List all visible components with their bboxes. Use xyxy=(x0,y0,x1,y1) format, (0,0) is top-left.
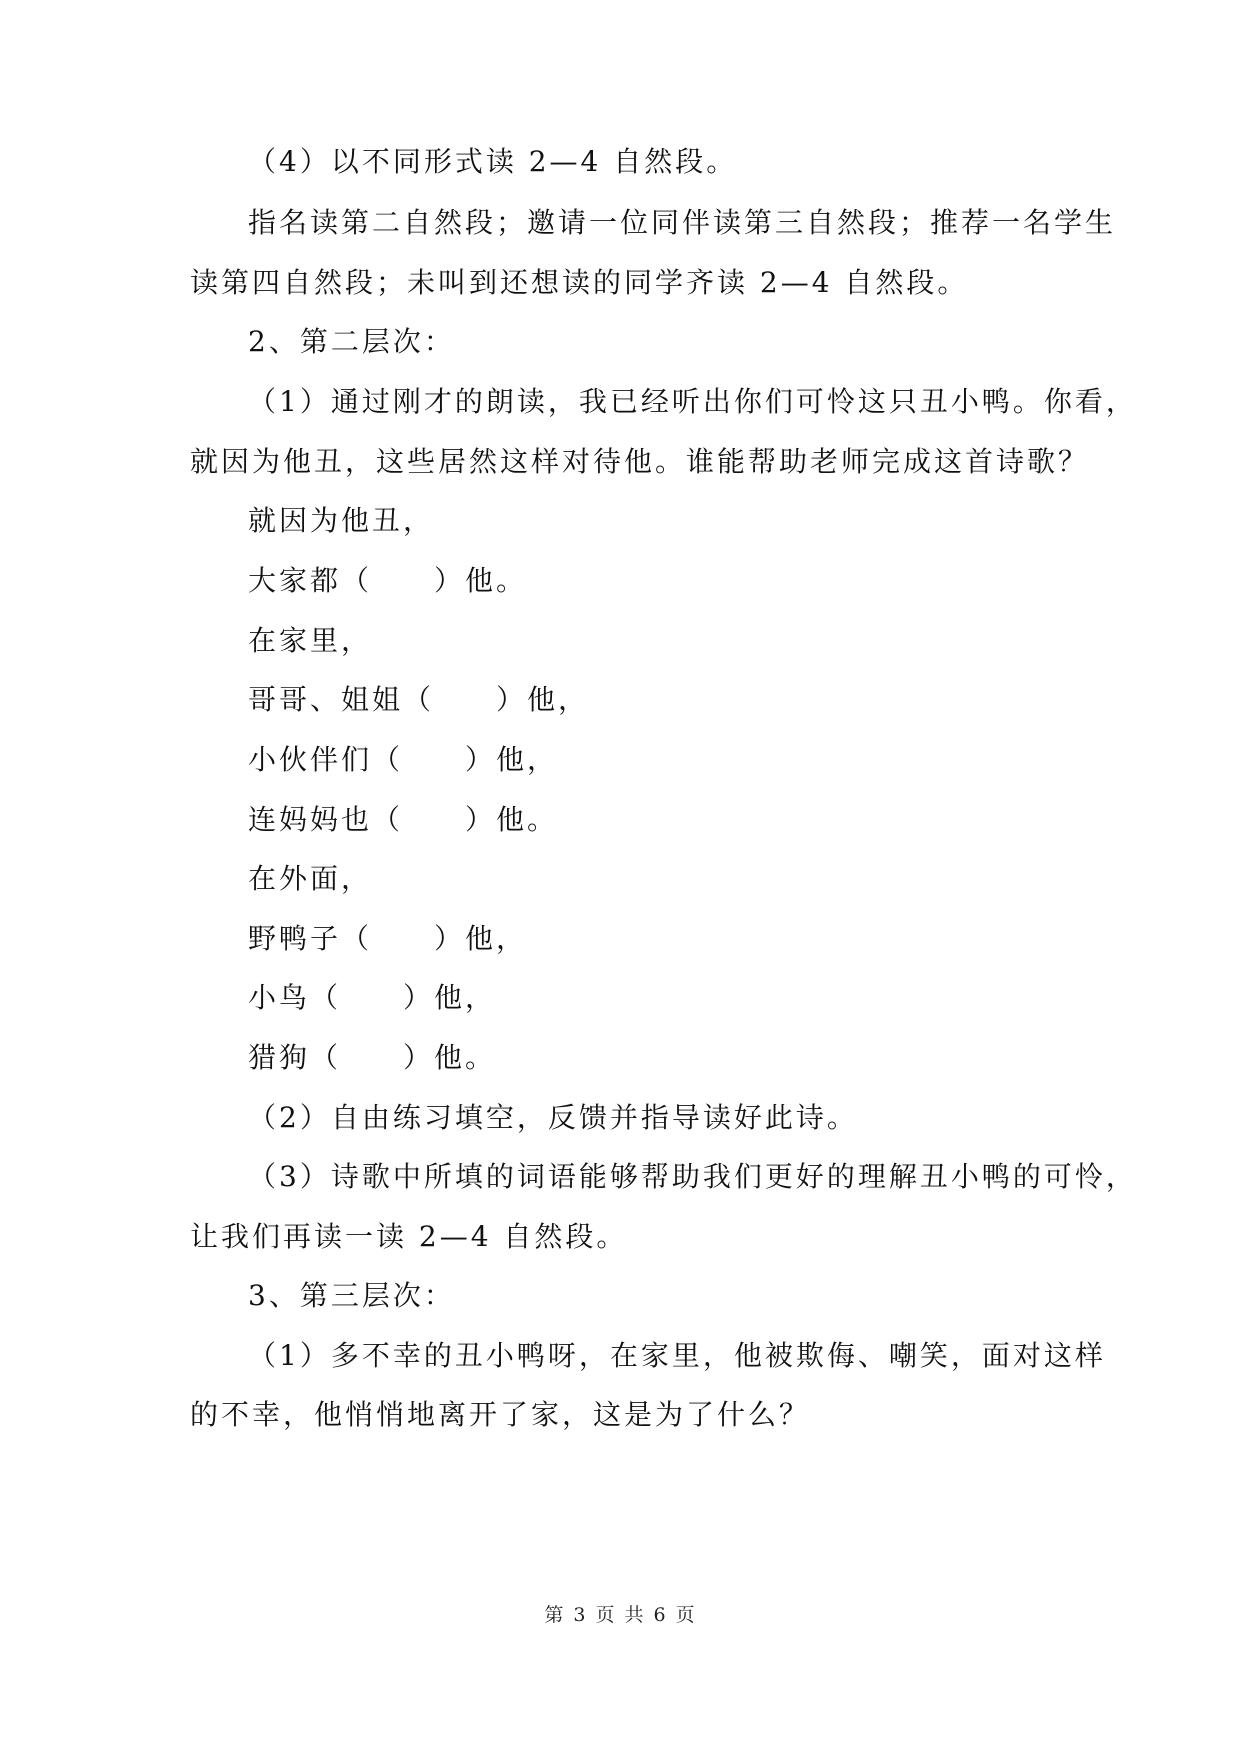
section-heading: 3、第三层次： xyxy=(248,1279,455,1312)
paragraph-line: （2）自由练习填空，反馈并指导读好此诗。 xyxy=(248,1101,858,1134)
footer-current-page: 3 xyxy=(573,1604,588,1626)
footer-total-pages: 6 xyxy=(653,1604,668,1626)
poem-line: 哥哥、姐姐（ ）他， xyxy=(248,683,590,716)
page-footer xyxy=(0,1600,1241,1627)
poem-line: 野鸭子（ ）他， xyxy=(248,922,528,955)
paragraph-line: 的不幸，他悄悄地离开了家，这是为了什么？ xyxy=(190,1398,811,1431)
paragraph-line: （1）通过刚才的朗读，我已经听出你们可怜这只丑小鸭。你看， xyxy=(248,385,1137,418)
footer-prefix: 第 xyxy=(544,1604,566,1626)
section-heading: 2、第二层次： xyxy=(248,325,455,358)
paragraph-line: 让我们再读一读 2—4 自然段。 xyxy=(190,1220,628,1253)
paragraph-line: 指名读第二自然段；邀请一位同伴读第三自然段；推荐一名学生 xyxy=(248,206,1117,239)
paragraph-line: （3）诗歌中所填的词语能够帮助我们更好的理解丑小鸭的可怜， xyxy=(248,1160,1137,1193)
paragraph-line: 就因为他丑，这些居然这样对待他。谁能帮助老师完成这首诗歌？ xyxy=(190,445,1090,478)
footer-mid: 页 共 xyxy=(595,1604,646,1626)
poem-line: 在家里， xyxy=(248,624,373,657)
poem-line: 小鸟（ ）他， xyxy=(248,981,497,1014)
paragraph-line: （1）多不幸的丑小鸭呀，在家里，他被欺侮、嘲笑，面对这样 xyxy=(248,1339,1106,1372)
paragraph-line: 读第四自然段；未叫到还想读的同学齐读 2—4 自然段。 xyxy=(190,266,969,299)
paragraph-line: （4）以不同形式读 2—4 自然段。 xyxy=(248,145,738,178)
poem-line: 连妈妈也（ ）他。 xyxy=(248,803,559,836)
poem-line: 就因为他丑， xyxy=(248,504,435,537)
poem-line: 大家都（ ）他。 xyxy=(248,564,528,597)
poem-line: 猎狗（ ）他。 xyxy=(248,1041,497,1074)
poem-line: 小伙伴们（ ）他， xyxy=(248,743,559,776)
footer-suffix: 页 xyxy=(675,1604,697,1626)
poem-line: 在外面， xyxy=(248,862,373,895)
